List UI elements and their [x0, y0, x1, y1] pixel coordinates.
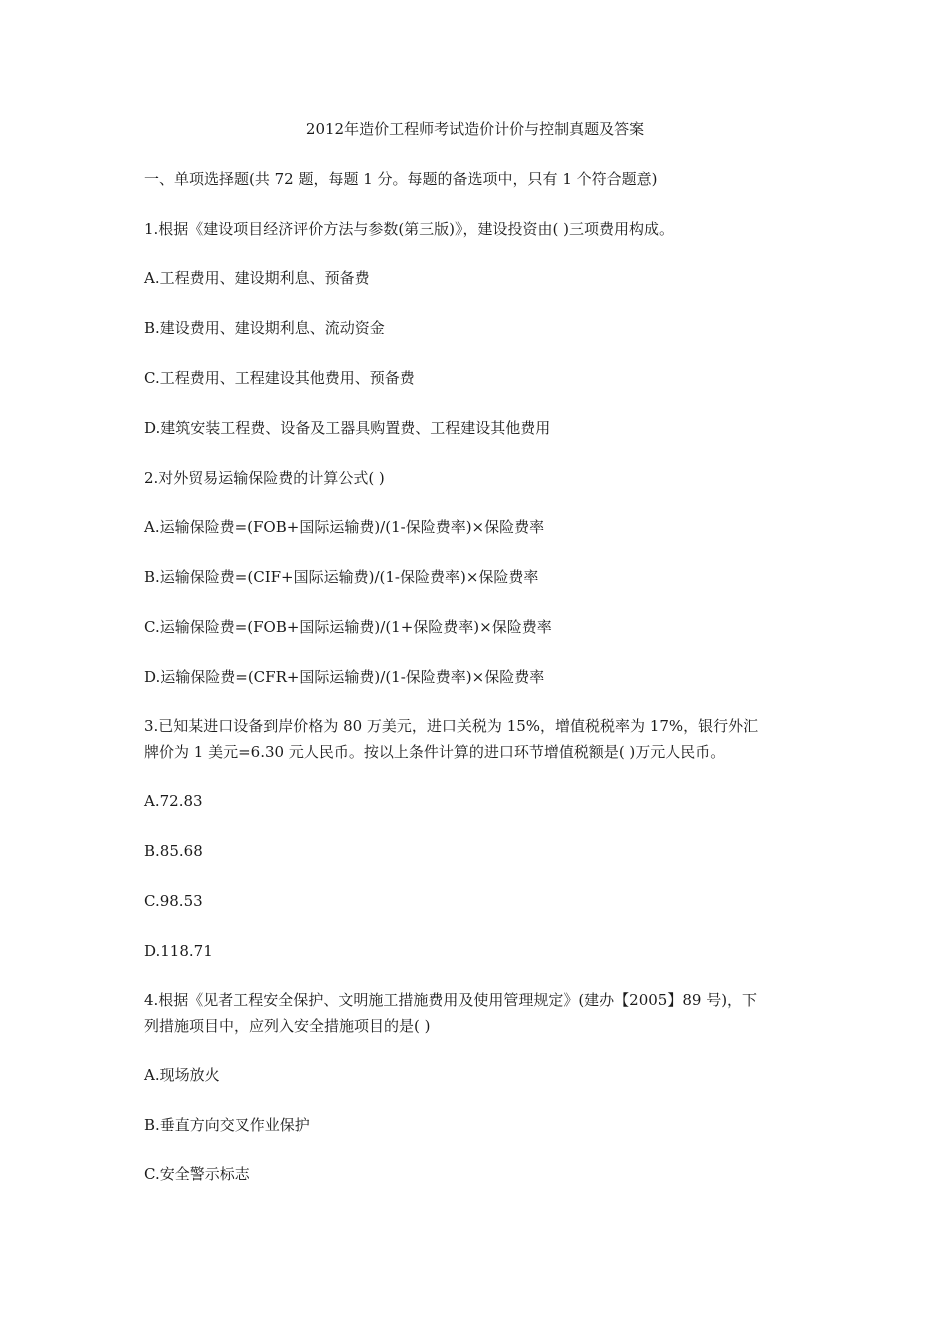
- question-4-stem-line-1: 4.根据《见者工程安全保护、文明施工措施费用及使用管理规定》(建办【2005】89 号)，下: [144, 991, 758, 1009]
- question-3-option-c: C.98.53: [144, 892, 203, 910]
- question-3-stem-line-1: 3.已知某进口设备到岸价格为 80 万美元，进口关税为 15%，增值税税率为 17%，银行外汇: [144, 717, 759, 735]
- question-2-option-a: A.运输保险费=(FOB+国际运输费)/(1-保险费率)×保险费率: [144, 518, 545, 536]
- question-3-option-d: D.118.71: [144, 942, 213, 960]
- question-2-option-d: D.运输保险费=(CFR+国际运输费)/(1-保险费率)×保险费率: [144, 668, 545, 686]
- question-4-option-c: C.安全警示标志: [144, 1165, 250, 1183]
- question-1-option-a: A.工程费用、建设期利息、预备费: [144, 269, 370, 287]
- document-title: 2012年造价工程师考试造价计价与控制真题及答案: [305, 120, 645, 138]
- question-4-stem-line-2: 列措施项目中，应列入安全措施项目的是( ): [144, 1017, 431, 1035]
- question-4-option-a: A.现场放火: [144, 1066, 220, 1084]
- question-3-stem-line-2: 牌价为 1 美元=6.30 元人民币。按以上条件计算的进口环节增值税额是( )万元人民币。: [144, 743, 726, 761]
- question-2-option-b: B.运输保险费=(CIF+国际运输费)/(1-保险费率)×保险费率: [144, 568, 539, 586]
- question-2-option-c: C.运输保险费=(FOB+国际运输费)/(1+保险费率)×保险费率: [144, 618, 552, 636]
- question-1-option-b: B.建设费用、建设期利息、流动资金: [144, 319, 385, 337]
- question-2-stem: 2.对外贸易运输保险费的计算公式( ): [144, 469, 385, 487]
- question-4-stem: [144, 987, 816, 1039]
- question-4-option-b: B.垂直方向交叉作业保护: [144, 1116, 310, 1134]
- question-1-stem: 1.根据《建设项目经济评价方法与参数(第三版)》，建设投资由( )三项费用构成。: [144, 220, 674, 238]
- question-3-option-b: B.85.68: [144, 842, 203, 860]
- question-3-option-a: A.72.83: [144, 792, 203, 810]
- question-1-option-d: D.建筑安装工程费、设备及工器具购置费、工程建设其他费用: [144, 419, 551, 437]
- question-3-stem: [144, 713, 816, 765]
- section-heading: 一、单项选择题(共 72 题，每题 1 分。每题的备选项中，只有 1 个符合题意): [144, 170, 658, 188]
- question-1-option-c: C.工程费用、工程建设其他费用、预备费: [144, 369, 415, 387]
